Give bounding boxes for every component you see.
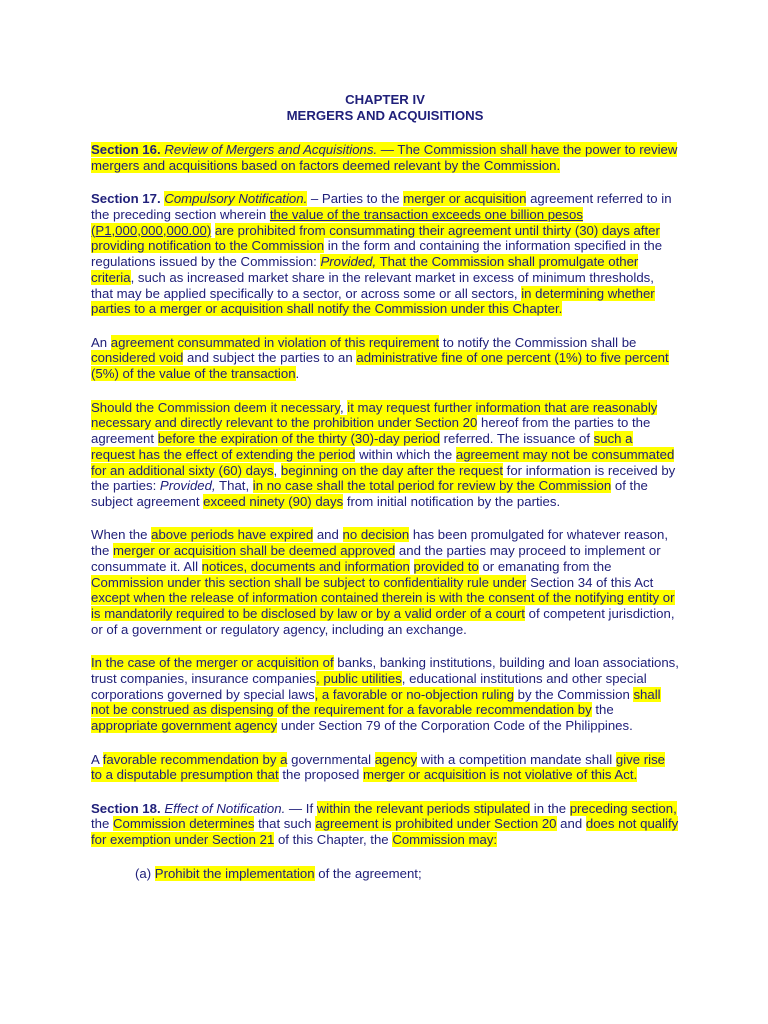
document-page [91,92,679,881]
text-run: , such as increased market share in the relevant market in excess of minimum thresholds, that may be applied specifically to a sector, or across some or all sectors, [91,269,654,301]
further-information-paragraph [91,400,679,510]
section-number: Section 18. [91,800,161,816]
text-run: of this Chapter, the [274,832,393,848]
text-run: referred. The issuance of [439,431,594,447]
text-run: — If [285,800,317,816]
highlighted-text: before the expiration of the thirty (30)-day period [157,431,440,447]
highlighted-text: except when the release of information contained therein is with the consent of the notifying entity or is mandatorily required to be disclosed by law or by a valid order of a court [91,590,675,622]
highlighted-text: notices, documents and information [201,558,410,574]
section-number: Section 16. [91,142,161,157]
highlighted-italic-text: Provided, [320,254,377,270]
text-run: – Parties to the [307,191,404,207]
text-run: and the parties may proceed to implement or consummate it. All [91,543,661,574]
highlighted-text: it may request further information that are reasonably necessary and directly relevant to the prohibition under Section 20 [91,399,658,431]
text-run: has been promulgated for whatever reason, the [91,527,668,559]
text-run: of the agreement; [314,865,422,881]
text-run: by the Commission [513,686,634,702]
text-run: with a competition mandate shall [417,751,616,767]
highlighted-text: Prohibit the implementation [154,865,315,881]
highlighted-text: exceed ninety (90) days [203,494,344,510]
text-run: , educational institutions and other special corporations governed by special laws [91,670,647,702]
text-run: , [273,462,281,478]
text-run: , [339,399,348,415]
text-run: and [313,527,343,543]
highlighted-text: Commission may: [392,832,498,848]
text-run: in the form and containing the information specified in the regulations issued by the Commission: [91,238,663,270]
text-run: the proposed [278,767,364,783]
section-16-paragraph [91,142,679,174]
highlighted-text: above periods have expired [151,527,314,543]
text-run: the [91,816,113,832]
text-run: to notify the Commission shall be [439,334,637,350]
highlighted-text: are prohibited from consummating their agreement until thirty (30) days after providing notification to the Commission [91,222,660,254]
text-run: hereof from the parties to the agreement [91,415,651,447]
highlighted-text: appropriate government agency [91,718,278,734]
highlighted-text: no decision [342,527,410,543]
highlighted-text: agreement may not be consummated for an additional sixty (60) days [91,446,675,478]
highlighted-text: agreement is prohibited under Section 20 [315,816,557,832]
highlighted-italic-text: Review of Mergers and Acquisitions. [164,142,378,157]
text-run: governmental [287,751,375,767]
text-run: within which the [355,446,456,462]
highlighted-text: preceding section, [569,800,677,816]
text-run: (a) [135,865,155,881]
text-run: that such [254,816,316,832]
highlighted-text: Commission determines [113,816,255,832]
text-run: and [556,816,586,832]
highlighted-text: administrative fine of one percent (1%) to five percent (5%) of the value of the transaction [91,350,669,382]
highlighted-text: , a favorable or no-objection ruling [314,686,514,702]
chapter-number: CHAPTER IV [345,92,425,107]
highlighted-text: give rise to a disputable presumption that [91,751,665,783]
highlighted-text: — The Commission shall have the power to review mergers and acquisitions based on factors deemed relevant by the Commission. [91,142,678,173]
regulated-corporations-paragraph [91,655,679,734]
section-17-paragraph [91,191,679,317]
section-18-paragraph [91,801,679,848]
chapter-title: MERGERS AND ACQUISITIONS [286,108,484,123]
highlighted-text: provided to [413,558,479,574]
highlighted-text: favorable recommendation by a [102,751,288,767]
text-run: in the [530,800,570,816]
highlighted-text: within the relevant periods stipulated [316,800,531,816]
text-run: of competent jurisdiction, or of a government or regulatory agency, including an exchange. [91,606,675,637]
highlighted-underlined-text: the value of the transaction exceeds one billion pesos (P1,000,000,000.00) [91,206,583,238]
italic-text: Effect of Notification. [164,800,286,816]
text-run [410,559,414,574]
text-run: and subject the parties to an [183,350,357,366]
highlighted-text: does not qualify for exemption under Section 21 [91,816,679,848]
list-item-a [91,866,679,882]
highlighted-text: shall not be construed as dispensing of the requirement for a favorable recommendation by [91,686,661,718]
void-agreement-paragraph [91,335,679,382]
italic-text: Provided, [159,478,216,494]
deemed-approved-paragraph [91,527,679,637]
highlighted-text: in no case shall the total period for review by the Commission [252,478,612,494]
text-run: of the subject agreement [91,478,648,510]
highlighted-text: , public utilities [316,670,402,686]
highlighted-text: such a request has the effect of extending the period [91,431,633,462]
text-run: . [295,366,300,382]
text-run: banks, banking institutions, building and loan associations, trust companies, insurance companies [91,655,679,686]
highlighted-text: merger or acquisition is not violative of this Act. [363,767,638,783]
text-run: When the [91,527,152,543]
highlighted-text: merger or acquisition [403,191,527,207]
text-run: under Section 79 of the Corporation Code of the Philippines. [277,718,633,734]
highlighted-text: merger or acquisition shall be deemed approved [113,543,396,559]
highlighted-italic-text: Compulsory Notification. [164,191,308,207]
highlighted-text: In the case of the merger or acquisition of [91,655,334,671]
chapter-heading [91,92,679,124]
highlighted-text: in determining whether parties to a merger or acquisition shall notify the Commission under this Chapter. [91,285,655,317]
text-run: the [591,702,614,718]
text-run: or emanating from the [478,558,612,574]
text-run: An [91,334,111,350]
highlighted-text: That the Commission shall promulgate other criteria [91,254,639,285]
highlighted-text: agency [374,751,418,767]
text-run: agreement referred to in the preceding section wherein [91,191,672,222]
section-number: Section 17. [91,191,161,207]
favorable-recommendation-paragraph [91,752,679,784]
text-run: That, [215,478,253,494]
text-run: Section 34 of this Act [526,574,654,590]
highlighted-text: agreement consummated in violation of this requirement [110,334,440,350]
text-run: for information is received by the parties: [91,462,676,494]
highlighted-text: Should the Commission deem it necessary [91,399,340,415]
highlighted-text: beginning on the day after the request [280,462,504,478]
highlighted-text: considered void [91,350,184,366]
text-run: from initial notification by the parties. [343,494,561,510]
highlighted-text: Commission under this section shall be subject to confidentiality rule under [91,574,527,590]
text-run: A [91,751,103,767]
